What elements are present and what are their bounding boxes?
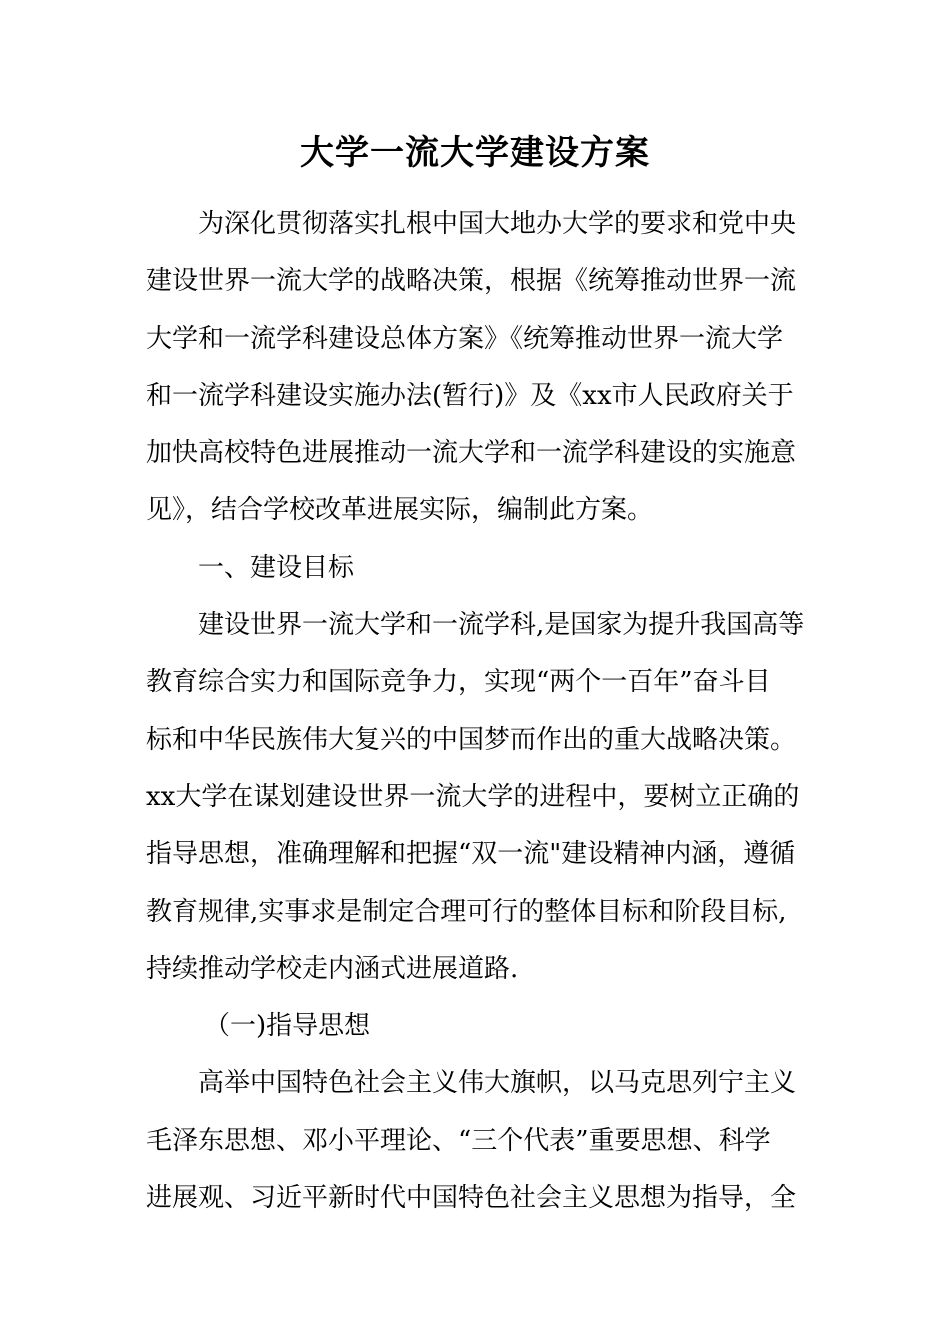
paragraph-line: xx大学在谋划建设世界一流大学的进程中，要树立正确的 [146,781,800,812]
section-heading: 一、建设目标 [198,552,355,583]
paragraph-line: 指导思想，准确理解和把握“双一流"建设精神内涵，遵循 [146,839,796,870]
subsection-heading: （一)指导思想 [204,1011,371,1042]
paragraph-line: 持续推动学校走内涵式进展道路. [146,953,519,984]
paragraph-line: 高举中国特色社会主义伟大旗帜，以马克思列宁主义 [198,1068,797,1099]
paragraph-line: 教育综合实力和国际竞争力，实现“两个一百年”奋斗目 [146,667,771,698]
paragraph-line: 进展观、习近平新时代中国特色社会主义思想为指导，全 [146,1183,797,1214]
paragraph-line: 加快高校特色进展推动一流大学和一流学科建设的实施意 [146,438,797,469]
document-body [146,196,810,1227]
paragraph-line: 见》，结合学校改革进展实际，编制此方案。 [146,495,654,526]
paragraph-line: 建设世界一流大学的战略决策，根据《统筹推动世界一流 [146,266,797,297]
paragraph-line: 教育规律,实事求是制定合理可行的整体目标和阶段目标, [146,896,787,927]
paragraph-line: 为深化贯彻落实扎根中国大地办大学的要求和党中央 [198,209,797,239]
paragraph-line: 毛泽东思想、邓小平理论、“三个代表”重要思想、科学 [146,1125,771,1156]
paragraph-line: 标和中华民族伟大复兴的中国梦而作出的重大战略决策。 [146,724,797,755]
document-title: 大学一流大学建设方案 [300,133,650,173]
paragraph-line: 大学和一流学科建设总体方案》《统筹推动世界一流大学 [146,323,784,354]
paragraph-line: 建设世界一流大学和一流学科,是国家为提升我国高等 [198,610,805,641]
paragraph-line: 和一流学科建设实施办法(暂行)》及《xx市人民政府关于 [146,380,794,411]
